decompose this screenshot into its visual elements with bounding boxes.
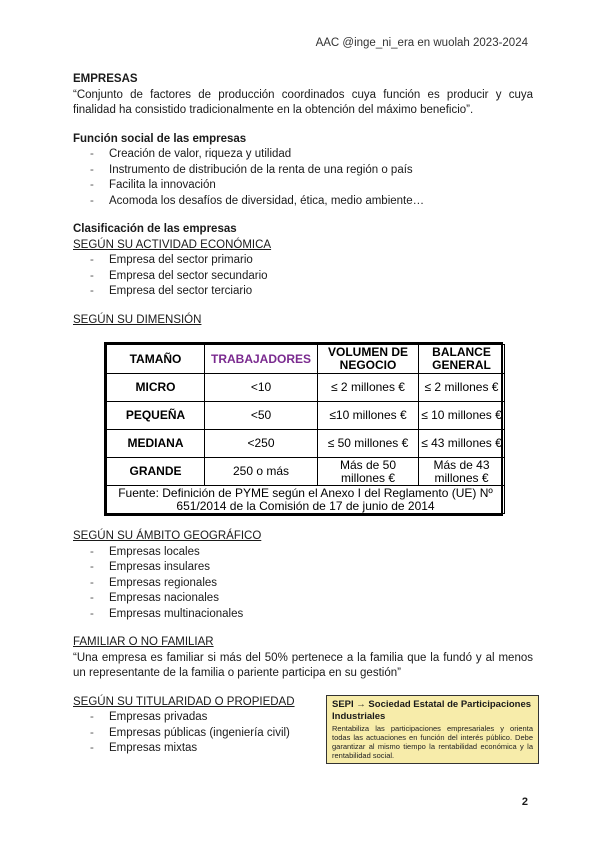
list-item: - Facilita la innovación	[90, 178, 533, 194]
list-item: - Empresas nacionales	[90, 591, 533, 607]
table-cell: ≤ 2 millones €	[318, 374, 419, 402]
section-dimension	[73, 313, 533, 517]
table-cell: Más de 50 millones €	[318, 458, 419, 486]
empresas-definition: “Conjunto de factores de producción coordinados cuya función es producir y cuya finalidad ha consistido tradicionalmente en la obtención del máximo beneficio”.	[73, 88, 533, 116]
table-cell: GRANDE	[107, 458, 205, 486]
table-cell: <250	[205, 430, 318, 458]
list-item: - Empresas privadas	[90, 710, 533, 726]
list-item: - Empresas multinacionales	[90, 607, 533, 623]
table-cell: ≤ 50 millones €	[318, 430, 419, 458]
list-item: - Empresas locales	[90, 545, 533, 561]
section-funcion-social	[73, 132, 533, 210]
heading-dimension: SEGÚN SU DIMENSIÓN	[73, 313, 202, 326]
table-header: TRABAJADORES	[205, 345, 318, 374]
table-row	[107, 458, 505, 486]
list-item: - Acomoda los desafíos de diversidad, ética, medio ambiente…	[90, 194, 533, 210]
table-cell: PEQUEÑA	[107, 402, 205, 430]
page-content	[73, 72, 533, 760]
dimension-table-frame	[104, 342, 503, 516]
sepi-text: Rentabiliza las participaciones empresariales y orienta todas las actuaciones en función del interés público. Debe garantizar al mismo tiempo la rentabilidad económica y la rentabilidad social.	[332, 723, 533, 760]
table-cell: MEDIANA	[107, 430, 205, 458]
section-title-funcion-social: Función social de las empresas	[73, 132, 247, 145]
table-cell: <10	[205, 374, 318, 402]
table-cell: 250 o más	[205, 458, 318, 486]
list-item: - Empresa del sector primario	[90, 253, 533, 269]
section-title-clasificacion: Clasificación de las empresas	[73, 223, 237, 235]
table-cell: ≤ 43 millones €	[419, 430, 505, 458]
list-item: - Empresas mixtas	[90, 741, 533, 757]
table-row	[107, 402, 505, 430]
table-header: VOLUMEN DE NEGOCIO	[318, 345, 419, 374]
section-clasificacion	[73, 222, 533, 300]
list-item: - Empresas regionales	[90, 576, 533, 592]
heading-actividad: SEGÚN SU ACTIVIDAD ECONÓMICA	[73, 238, 272, 251]
familiar-definition: “Una empresa es familiar si más del 50% pertenece a la familia que la fundó y al menos un representante de la familia o pariente participa en su gestión”	[73, 651, 533, 679]
dimension-table-wrap	[104, 342, 503, 516]
table-header-row	[107, 345, 505, 374]
table-cell: ≤ 10 millones €	[419, 402, 505, 430]
table-row	[107, 374, 505, 402]
table-header: BALANCE GENERAL	[419, 345, 505, 374]
table-cell: MICRO	[107, 374, 205, 402]
list-item: - Instrumento de distribución de la renta de una región o país	[90, 163, 533, 179]
actividad-list	[73, 253, 533, 300]
heading-familiar: FAMILIAR O NO FAMILIAR	[73, 636, 214, 648]
section-titularidad	[73, 695, 533, 760]
section-familiar	[73, 635, 533, 682]
table-cell: <50	[205, 402, 318, 430]
dimension-table	[106, 344, 505, 514]
table-row	[107, 430, 505, 458]
section-geografico	[73, 529, 533, 622]
table-source: Fuente: Definición de PYME según el Anexo I del Reglamento (UE) Nº 651/2014 de la Comisión de 17 de junio de 2014	[107, 486, 505, 514]
sepi-note-box	[326, 695, 539, 764]
funcion-social-list	[73, 147, 533, 209]
table-source-row	[107, 486, 505, 514]
page-number: 2	[521, 796, 528, 808]
list-item: - Empresa del sector terciario	[90, 284, 533, 300]
table-header: TAMAÑO	[107, 345, 205, 374]
sepi-title: SEPI → Sociedad Estatal de Participaciones Industriales	[332, 698, 532, 722]
list-item: - Creación de valor, riqueza y utilidad	[90, 147, 533, 163]
geografico-list	[73, 545, 533, 623]
list-item: - Empresas insulares	[90, 560, 533, 576]
page-header: AAC @inge_ni_era en wuolah 2023-2024	[315, 37, 528, 49]
table-cell: ≤ 2 millones €	[419, 374, 505, 402]
section-title-empresas: EMPRESAS	[73, 73, 138, 85]
heading-geografico: SEGÚN SU ÁMBITO GEOGRÁFICO	[73, 530, 262, 542]
heading-titularidad: SEGÚN SU TITULARIDAD O PROPIEDAD	[73, 695, 295, 708]
table-cell: ≤10 millones €	[318, 402, 419, 430]
list-item: - Empresas públicas (ingeniería civil)	[90, 726, 533, 742]
table-cell: Más de 43 millones €	[419, 458, 505, 486]
list-item: - Empresa del sector secundario	[90, 269, 533, 285]
